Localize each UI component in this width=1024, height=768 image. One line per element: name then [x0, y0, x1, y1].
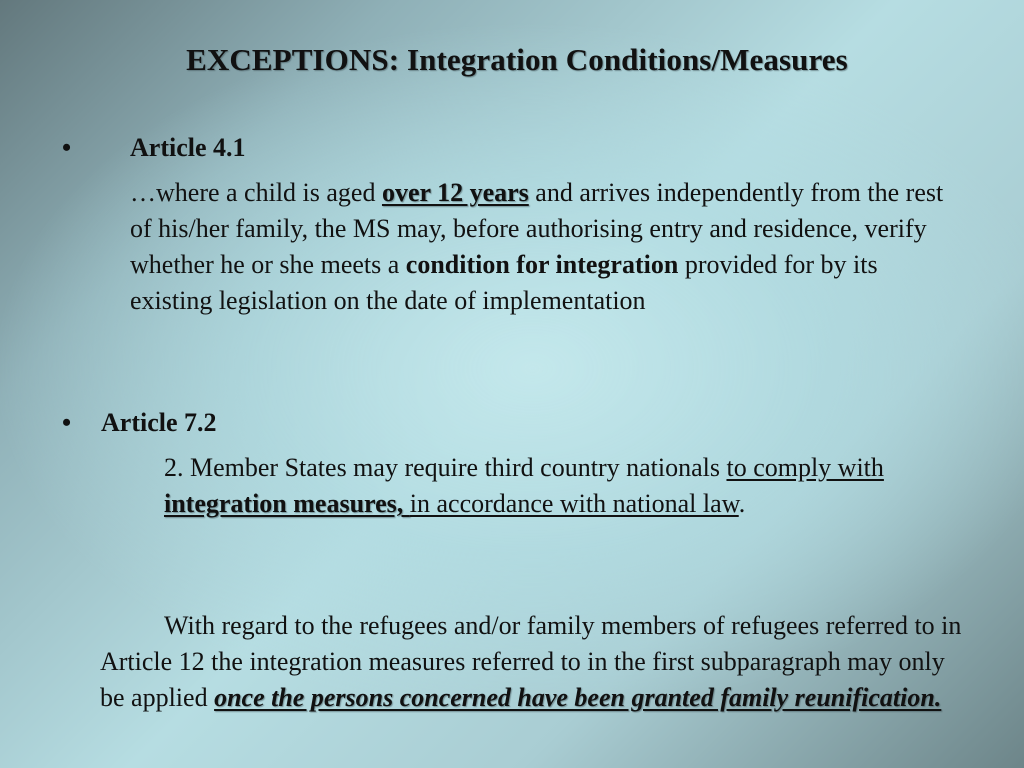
article-4-1-text-part-1: …where a child is aged: [130, 178, 382, 207]
article-7-2-heading: Article 7.2: [101, 408, 217, 437]
slide-title: EXCEPTIONS: Integration Conditions/Measures: [186, 42, 848, 77]
article-4-1-heading: Article 4.1: [130, 133, 246, 162]
article-7-2-paragraph-1: [164, 450, 924, 522]
article-7-2-paragraph-2: [100, 608, 975, 716]
article-7-2-p1-part-1: 2. Member States may require third country nationals: [164, 453, 727, 482]
over-12-years-emphasis: over 12 years: [381, 178, 529, 207]
article-4-1-text-part-3: and arrives independently from the rest of his/her family, the MS may, before authorising entry and residence, verify whether he or she meets a: [130, 178, 944, 279]
article-4-1-text-part-5: provided for by its existing legislation on the date of implementation: [130, 250, 878, 315]
article-4-1-text: [130, 175, 950, 319]
to-comply-with-underlined: to comply with: [726, 453, 884, 482]
national-law-underlined: in accordance with national law: [409, 489, 739, 518]
condition-for-integration-emphasis: condition for integration: [405, 250, 679, 279]
bullet-article-7-2: •: [62, 408, 72, 437]
family-reunification-emphasis: once the persons concerned have been granted family reunification.: [214, 683, 942, 712]
article-7-2-p1-period: .: [738, 489, 746, 518]
bullet-article-4-1: •: [62, 133, 72, 162]
integration-measures-emphasis: integration measures,: [164, 489, 410, 518]
article-7-2-p2-part-1: With regard to the refugees and/or family members of refugees referred to in Article 12 the integration measures referred to in the first subparagraph may only be applied: [100, 611, 962, 712]
